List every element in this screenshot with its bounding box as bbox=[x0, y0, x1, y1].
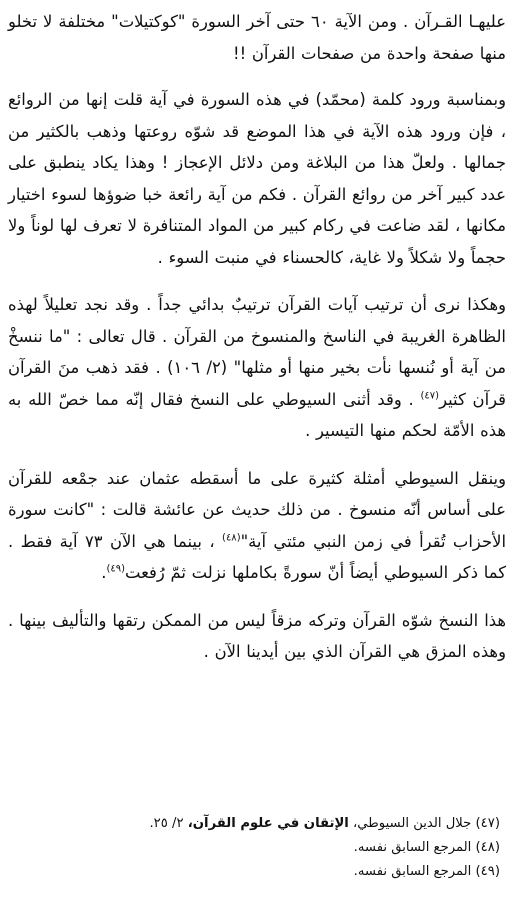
paragraph-2-text: وبمناسبة ورود كلمة (محمّد) في هذه السورة في آية قلت إنها من الروائع ، فإن ورود هذه الآية في هذا الموضع قد شوّه روعتها وذهب بالكثير من جمالها . ولعلّ هذا من البلاغة ومن دلائل الإعجاز ! وهذا يكاد ينطبق على عدد كبير آخر من روائع القرآن . فكم من آية رائعة خبا ضوؤها لسوء اختيار مكانها ، لقد ضاعت في ركام كبير من المواد المتنافرة لا تعرف لها لوناً ولا حجماً ولا شكلاً ولا غاية، كالحسناء في منبت السوء . bbox=[8, 90, 506, 267]
paragraph-3-text-start: وهكذا نرى أن ترتيب آيات القرآن ترتيبٌ بدائي جداً . وقد نجد تعليلاً لهذه الظاهرة الغريبة في الناسخ والمنسوخ من القرآن . قال تعالى : "ما ننسخْ من آية أو نُنسها نأت بخير منها أو مثلها" (٢/ ١٠٦) . فقد ذهب منَ القرآن قرآن كثير bbox=[8, 295, 507, 409]
footnote-author: جلال الدين السيوطي، bbox=[353, 816, 472, 831]
footnote-number: (٤٩) bbox=[475, 864, 500, 879]
footnote-47 bbox=[8, 812, 500, 836]
footnote-volume-page: ٢/ ٢٥. bbox=[149, 816, 184, 831]
footnote-ref-49: (٤٩) bbox=[106, 563, 125, 575]
paragraph-4-text-end: . bbox=[101, 563, 107, 582]
footnote-49 bbox=[8, 860, 500, 884]
paragraph-4-text-middle: ، بينما هي الآن ٧٣ آية فقط . كما ذكر السيوطي أيضاً أنّ سورةً بكاملها نزلت ثمّ رُفعت bbox=[8, 531, 506, 582]
paragraph-4-text-start: وينقل السيوطي أمثلة كثيرة على ما أسقطه عثمان عند جمْعه للقرآن على أساس أنّه منسوخ . من ذلك حديث عن عائشة قالت : "كانت سورة الأحزاب تُقرأ في زمن النبي مئتي آية" bbox=[8, 468, 506, 551]
paragraph-1 bbox=[8, 6, 506, 69]
paragraph-2 bbox=[8, 84, 506, 273]
paragraph-5 bbox=[8, 605, 506, 668]
paragraph-1-text: عليهـا القـرآن . ومن الآية ٦٠ حتى آخر السورة "كوكتيلات" مختلفة لا تخلو منها صفحة واحدة من صفحات القرآن !! bbox=[8, 12, 506, 63]
paragraph-3 bbox=[8, 289, 506, 447]
footnote-ref-47: (٤٧) bbox=[420, 390, 440, 402]
footnote-ref-48: (٤٨) bbox=[222, 532, 241, 544]
paragraph-4 bbox=[8, 463, 506, 589]
paragraph-5-text: هذا النسخ شوّه القرآن وتركه مزقاً ليس من الممكن رتقها والتأليف بينها . وهذه المزق هي القرآن الذي بين أيدينا الآن . bbox=[8, 610, 506, 661]
footnote-book-title: الإتقان في علوم القرآن، bbox=[187, 816, 349, 831]
footnote-48 bbox=[8, 836, 500, 860]
footnote-text: المرجع السابق نفسه. bbox=[353, 840, 472, 855]
footnote-number: (٤٨) bbox=[475, 840, 500, 855]
footnote-text: المرجع السابق نفسه. bbox=[353, 864, 472, 879]
footnote-number: (٤٧) bbox=[475, 816, 500, 831]
paragraph-3-text-end: . وقد أثنى السيوطي على النسخ فقال إنّه مما خصّ الله به هذه الأمّة لحكم منها التيسير . bbox=[8, 389, 506, 440]
footnotes bbox=[8, 812, 500, 884]
